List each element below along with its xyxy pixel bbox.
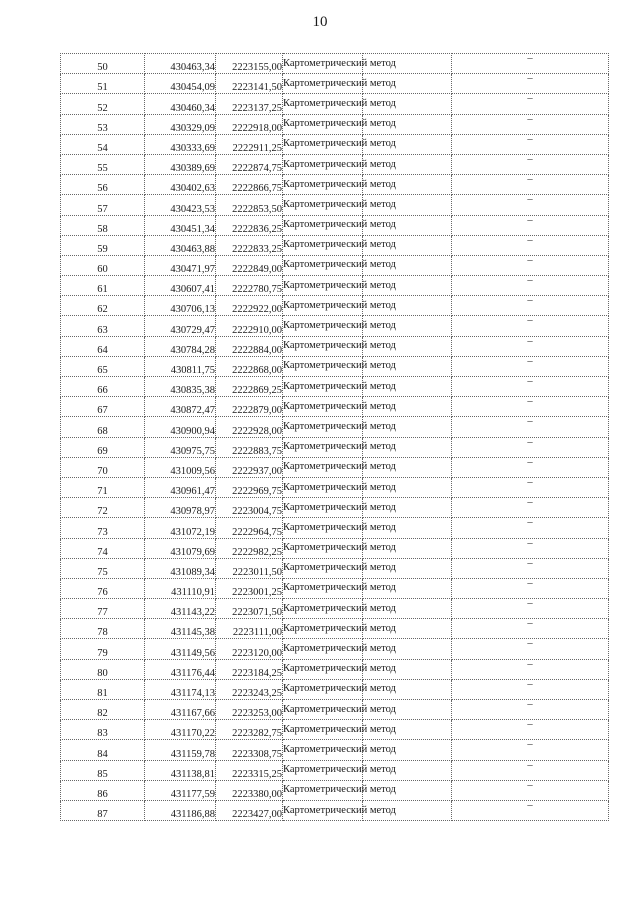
- description-cell: –: [452, 114, 609, 134]
- table-row: [61, 397, 609, 417]
- y-coordinate-cell: 2223315,25: [216, 760, 283, 780]
- table-row: [61, 377, 609, 397]
- point-number-cell: 84: [61, 740, 145, 760]
- description-cell: –: [452, 377, 609, 397]
- table-row: [61, 659, 609, 679]
- point-number-cell: 65: [61, 356, 145, 376]
- table-row: [61, 316, 609, 336]
- point-number-cell: 80: [61, 659, 145, 679]
- y-coordinate-cell: 2222969,75: [216, 477, 283, 497]
- table-row: [61, 154, 609, 174]
- x-coordinate-cell: 430784,28: [145, 336, 216, 356]
- x-coordinate-cell: 430978,97: [145, 498, 216, 518]
- point-number-cell: 70: [61, 457, 145, 477]
- y-coordinate-cell: 2223282,75: [216, 720, 283, 740]
- method-cell: Картометрический метод: [283, 659, 363, 679]
- y-coordinate-cell: 2222853,50: [216, 195, 283, 215]
- table-row: [61, 235, 609, 255]
- point-number-cell: 72: [61, 498, 145, 518]
- description-cell: –: [452, 558, 609, 578]
- y-coordinate-cell: 2222928,00: [216, 417, 283, 437]
- y-coordinate-cell: 2222922,00: [216, 296, 283, 316]
- x-coordinate-cell: 430460,34: [145, 94, 216, 114]
- x-coordinate-cell: 430463,88: [145, 235, 216, 255]
- table-row: [61, 134, 609, 154]
- method-cell: Картометрический метод: [283, 276, 363, 296]
- method-cell: Картометрический метод: [283, 195, 363, 215]
- description-cell: –: [452, 195, 609, 215]
- table-row: [61, 720, 609, 740]
- description-cell: –: [452, 538, 609, 558]
- y-coordinate-cell: 2222884,00: [216, 336, 283, 356]
- table-row: [61, 619, 609, 639]
- description-cell: –: [452, 94, 609, 114]
- x-coordinate-cell: 431186,88: [145, 800, 216, 820]
- table-row: [61, 114, 609, 134]
- table-row: [61, 255, 609, 275]
- x-coordinate-cell: 431170,22: [145, 720, 216, 740]
- x-coordinate-cell: 430451,34: [145, 215, 216, 235]
- x-coordinate-cell: 430872,47: [145, 397, 216, 417]
- description-cell: –: [452, 175, 609, 195]
- y-coordinate-cell: 2222836,25: [216, 215, 283, 235]
- method-cell: Картометрический метод: [283, 498, 363, 518]
- y-coordinate-cell: 2223427,00: [216, 800, 283, 820]
- description-cell: –: [452, 437, 609, 457]
- table-row: [61, 578, 609, 598]
- method-cell: Картометрический метод: [283, 154, 363, 174]
- x-coordinate-cell: 431079,69: [145, 538, 216, 558]
- coordinates-table: [60, 53, 609, 821]
- x-coordinate-cell: 430423,53: [145, 195, 216, 215]
- table-row: [61, 700, 609, 720]
- y-coordinate-cell: 2223011,50: [216, 558, 283, 578]
- method-cell: Картометрический метод: [283, 679, 363, 699]
- y-coordinate-cell: 2222982,25: [216, 538, 283, 558]
- point-number-cell: 74: [61, 538, 145, 558]
- point-number-cell: 54: [61, 134, 145, 154]
- point-number-cell: 68: [61, 417, 145, 437]
- y-coordinate-cell: 2223001,25: [216, 578, 283, 598]
- point-number-cell: 75: [61, 558, 145, 578]
- method-cell: Картометрический метод: [283, 336, 363, 356]
- description-cell: –: [452, 397, 609, 417]
- y-coordinate-cell: 2223004,75: [216, 498, 283, 518]
- y-coordinate-cell: 2222918,00: [216, 114, 283, 134]
- x-coordinate-cell: 430835,38: [145, 377, 216, 397]
- point-number-cell: 60: [61, 255, 145, 275]
- table-row: [61, 477, 609, 497]
- method-cell: Картометрический метод: [283, 74, 363, 94]
- y-coordinate-cell: 2222874,75: [216, 154, 283, 174]
- table-row: [61, 94, 609, 114]
- x-coordinate-cell: 430900,94: [145, 417, 216, 437]
- point-number-cell: 82: [61, 700, 145, 720]
- table-row: [61, 336, 609, 356]
- y-coordinate-cell: 2222866,75: [216, 175, 283, 195]
- description-cell: –: [452, 356, 609, 376]
- method-cell: Картометрический метод: [283, 538, 363, 558]
- y-coordinate-cell: 2222833,25: [216, 235, 283, 255]
- point-number-cell: 58: [61, 215, 145, 235]
- point-number-cell: 81: [61, 679, 145, 699]
- method-cell: Картометрический метод: [283, 619, 363, 639]
- method-cell: Картометрический метод: [283, 760, 363, 780]
- description-cell: –: [452, 417, 609, 437]
- method-cell: Картометрический метод: [283, 94, 363, 114]
- table-row: [61, 215, 609, 235]
- coordinates-table-body: [61, 54, 609, 821]
- point-number-cell: 67: [61, 397, 145, 417]
- description-cell: –: [452, 54, 609, 74]
- description-cell: –: [452, 760, 609, 780]
- description-cell: –: [452, 154, 609, 174]
- point-number-cell: 85: [61, 760, 145, 780]
- method-cell: Картометрический метод: [283, 639, 363, 659]
- description-cell: –: [452, 457, 609, 477]
- point-number-cell: 66: [61, 377, 145, 397]
- table-row: [61, 558, 609, 578]
- y-coordinate-cell: 2223380,00: [216, 780, 283, 800]
- point-number-cell: 51: [61, 74, 145, 94]
- x-coordinate-cell: 431159,78: [145, 740, 216, 760]
- y-coordinate-cell: 2223253,00: [216, 700, 283, 720]
- point-number-cell: 78: [61, 619, 145, 639]
- x-coordinate-cell: 431176,44: [145, 659, 216, 679]
- y-coordinate-cell: 2223071,50: [216, 599, 283, 619]
- point-number-cell: 79: [61, 639, 145, 659]
- point-number-cell: 76: [61, 578, 145, 598]
- point-number-cell: 61: [61, 276, 145, 296]
- point-number-cell: 63: [61, 316, 145, 336]
- y-coordinate-cell: 2223308,75: [216, 740, 283, 760]
- x-coordinate-cell: 431145,38: [145, 619, 216, 639]
- point-number-cell: 83: [61, 720, 145, 740]
- x-coordinate-cell: 431174,13: [145, 679, 216, 699]
- y-coordinate-cell: 2222911,25: [216, 134, 283, 154]
- method-cell: Картометрический метод: [283, 558, 363, 578]
- description-cell: –: [452, 235, 609, 255]
- table-row: [61, 74, 609, 94]
- description-cell: –: [452, 599, 609, 619]
- table-row: [61, 679, 609, 699]
- point-number-cell: 59: [61, 235, 145, 255]
- point-number-cell: 87: [61, 800, 145, 820]
- table-row: [61, 195, 609, 215]
- method-cell: Картометрический метод: [283, 457, 363, 477]
- x-coordinate-cell: 430463,34: [145, 54, 216, 74]
- point-number-cell: 86: [61, 780, 145, 800]
- page-number: 10: [312, 14, 328, 30]
- table-row: [61, 780, 609, 800]
- description-cell: –: [452, 316, 609, 336]
- table-row: [61, 518, 609, 538]
- method-cell: Картометрический метод: [283, 518, 363, 538]
- table-row: [61, 740, 609, 760]
- y-coordinate-cell: 2223155,00: [216, 54, 283, 74]
- method-cell: Картометрический метод: [283, 477, 363, 497]
- x-coordinate-cell: 430811,75: [145, 356, 216, 376]
- point-number-cell: 52: [61, 94, 145, 114]
- method-cell: Картометрический метод: [283, 316, 363, 336]
- method-cell: Картометрический метод: [283, 720, 363, 740]
- table-row: [61, 175, 609, 195]
- y-coordinate-cell: 2222869,25: [216, 377, 283, 397]
- description-cell: –: [452, 659, 609, 679]
- method-cell: Картометрический метод: [283, 740, 363, 760]
- description-cell: –: [452, 255, 609, 275]
- description-cell: –: [452, 215, 609, 235]
- y-coordinate-cell: 2223141,50: [216, 74, 283, 94]
- y-coordinate-cell: 2222937,00: [216, 457, 283, 477]
- method-cell: Картометрический метод: [283, 599, 363, 619]
- description-cell: –: [452, 800, 609, 820]
- point-number-cell: 64: [61, 336, 145, 356]
- method-cell: Картометрический метод: [283, 397, 363, 417]
- y-coordinate-cell: 2222883,75: [216, 437, 283, 457]
- table-row: [61, 639, 609, 659]
- y-coordinate-cell: 2223184,25: [216, 659, 283, 679]
- y-coordinate-cell: 2222910,00: [216, 316, 283, 336]
- point-number-cell: 56: [61, 175, 145, 195]
- x-coordinate-cell: 430975,75: [145, 437, 216, 457]
- method-cell: Картометрический метод: [283, 296, 363, 316]
- description-cell: –: [452, 477, 609, 497]
- description-cell: –: [452, 498, 609, 518]
- y-coordinate-cell: 2222849,00: [216, 255, 283, 275]
- method-cell: Картометрический метод: [283, 114, 363, 134]
- x-coordinate-cell: 430607,41: [145, 276, 216, 296]
- x-coordinate-cell: 430961,47: [145, 477, 216, 497]
- method-cell: Картометрический метод: [283, 377, 363, 397]
- x-coordinate-cell: 431177,59: [145, 780, 216, 800]
- x-coordinate-cell: 430333,69: [145, 134, 216, 154]
- description-cell: –: [452, 578, 609, 598]
- x-coordinate-cell: 431167,66: [145, 700, 216, 720]
- table-row: [61, 417, 609, 437]
- table-row: [61, 800, 609, 820]
- description-cell: –: [452, 639, 609, 659]
- x-coordinate-cell: 430471,97: [145, 255, 216, 275]
- y-coordinate-cell: 2222780,75: [216, 276, 283, 296]
- point-number-cell: 62: [61, 296, 145, 316]
- y-coordinate-cell: 2223137,25: [216, 94, 283, 114]
- method-cell: Картометрический метод: [283, 175, 363, 195]
- point-number-cell: 71: [61, 477, 145, 497]
- description-cell: –: [452, 780, 609, 800]
- description-cell: –: [452, 720, 609, 740]
- description-cell: –: [452, 134, 609, 154]
- x-coordinate-cell: 431138,81: [145, 760, 216, 780]
- method-cell: Картометрический метод: [283, 578, 363, 598]
- description-cell: –: [452, 619, 609, 639]
- x-coordinate-cell: 430389,69: [145, 154, 216, 174]
- table-row: [61, 498, 609, 518]
- table-row: [61, 54, 609, 74]
- point-number-cell: 55: [61, 154, 145, 174]
- x-coordinate-cell: 430329,09: [145, 114, 216, 134]
- method-cell: Картометрический метод: [283, 134, 363, 154]
- table-row: [61, 296, 609, 316]
- table-row: [61, 538, 609, 558]
- table-row: [61, 457, 609, 477]
- table-row: [61, 276, 609, 296]
- method-cell: Картометрический метод: [283, 215, 363, 235]
- description-cell: –: [452, 700, 609, 720]
- table-row: [61, 760, 609, 780]
- x-coordinate-cell: 431089,34: [145, 558, 216, 578]
- description-cell: –: [452, 740, 609, 760]
- description-cell: –: [452, 679, 609, 699]
- point-number-cell: 77: [61, 599, 145, 619]
- point-number-cell: 53: [61, 114, 145, 134]
- method-cell: Картометрический метод: [283, 356, 363, 376]
- point-number-cell: 69: [61, 437, 145, 457]
- description-cell: –: [452, 74, 609, 94]
- y-coordinate-cell: 2222868,00: [216, 356, 283, 376]
- method-cell: Картометрический метод: [283, 235, 363, 255]
- x-coordinate-cell: 430402,63: [145, 175, 216, 195]
- x-coordinate-cell: 430729,47: [145, 316, 216, 336]
- description-cell: –: [452, 276, 609, 296]
- method-cell: Картометрический метод: [283, 54, 363, 74]
- y-coordinate-cell: 2223120,00: [216, 639, 283, 659]
- x-coordinate-cell: 431110,91: [145, 578, 216, 598]
- x-coordinate-cell: 431072,19: [145, 518, 216, 538]
- method-cell: Картометрический метод: [283, 780, 363, 800]
- method-cell: Картометрический метод: [283, 255, 363, 275]
- point-number-cell: 73: [61, 518, 145, 538]
- x-coordinate-cell: 431009,56: [145, 457, 216, 477]
- x-coordinate-cell: 430706,13: [145, 296, 216, 316]
- method-cell: Картометрический метод: [283, 417, 363, 437]
- method-cell: Картометрический метод: [283, 800, 363, 820]
- y-coordinate-cell: 2223243,25: [216, 679, 283, 699]
- point-number-cell: 57: [61, 195, 145, 215]
- point-number-cell: 50: [61, 54, 145, 74]
- table-row: [61, 356, 609, 376]
- method-cell: Картометрический метод: [283, 437, 363, 457]
- x-coordinate-cell: 430454,09: [145, 74, 216, 94]
- x-coordinate-cell: 431149,56: [145, 639, 216, 659]
- table-row: [61, 437, 609, 457]
- table-row: [61, 599, 609, 619]
- method-cell: Картометрический метод: [283, 700, 363, 720]
- y-coordinate-cell: 2222964,75: [216, 518, 283, 538]
- description-cell: –: [452, 336, 609, 356]
- description-cell: –: [452, 296, 609, 316]
- y-coordinate-cell: 2222879,00: [216, 397, 283, 417]
- description-cell: –: [452, 518, 609, 538]
- x-coordinate-cell: 431143,22: [145, 599, 216, 619]
- y-coordinate-cell: 2223111,00: [216, 619, 283, 639]
